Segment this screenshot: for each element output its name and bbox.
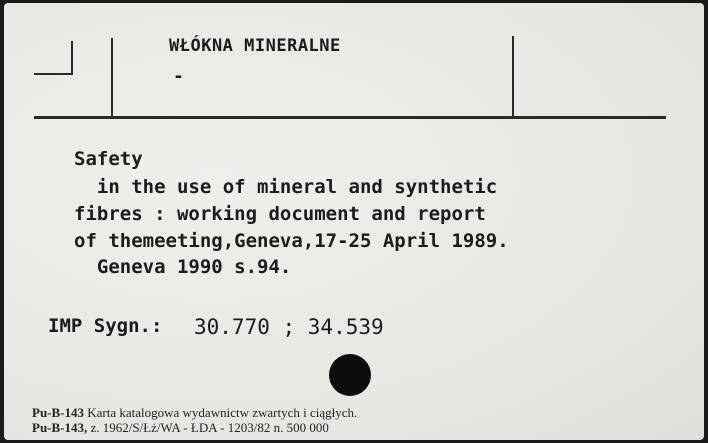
left-column-rule (111, 38, 113, 118)
footer-text-2: z. 1962/S/Łż/WA - ŁDA - 1203/82 n. 500 000 (90, 420, 329, 435)
entry-line-3: fibres : working document and report (74, 203, 486, 225)
entry-line-1: Safety (74, 148, 143, 170)
signature-numbers: 30.770 ; 34.539 (194, 315, 384, 339)
catalog-card (4, 3, 704, 440)
footer-line-1 (32, 405, 357, 421)
entry-line-2: in the use of mineral and synthetic (74, 176, 498, 198)
header-rule (34, 116, 666, 119)
right-column-rule (512, 36, 514, 118)
subject-heading: WŁÓKNA MINERALNE (169, 36, 341, 56)
signature-label: IMP Sygn.: (48, 315, 163, 337)
corner-rule-horizontal (34, 73, 73, 75)
entry-line-5: Geneva 1990 s.94. (74, 256, 292, 278)
punch-hole (329, 354, 371, 396)
corner-rule-vertical (71, 41, 73, 75)
entry-line-4: of themeeting,Geneva,17-25 April 1989. (74, 230, 509, 252)
footer-text-1: Karta katalogowa wydawnictw zwartych i ciągłych. (87, 405, 358, 420)
footer-code-1: Pu-B-143 (32, 405, 84, 420)
subject-dash: - (173, 66, 184, 87)
footer-line-2 (32, 420, 329, 436)
footer-code-2: Pu-B-143, (32, 420, 88, 435)
